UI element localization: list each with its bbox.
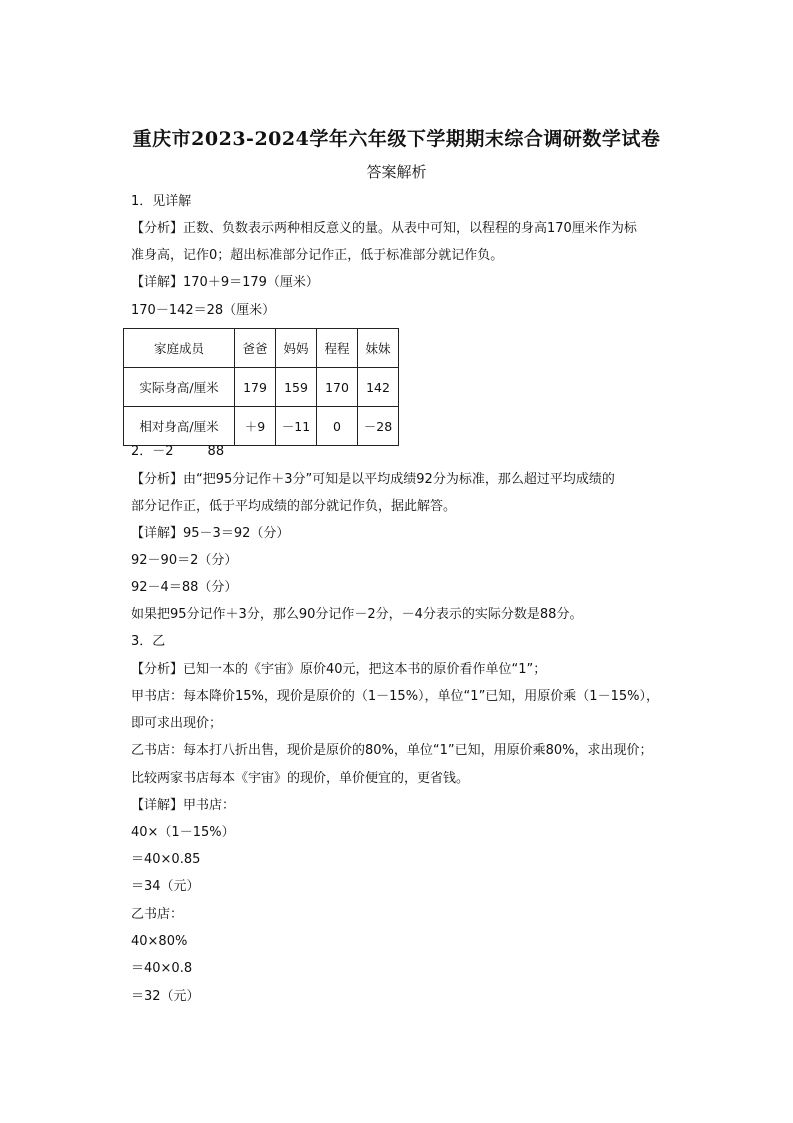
q2-detail-line: 92－90＝2（分） [131, 553, 238, 568]
q2-answer-a: 2．－2 [131, 444, 174, 459]
q2-detail-line: 92－4＝88（分） [131, 580, 238, 595]
table-cell: 爸爸 [235, 329, 276, 368]
q2-analysis-line: 部分记作正，低于平均成绩的部分就记作负，据此解答。 [131, 499, 457, 514]
q3-detail-line: ＝40×0.8 [131, 961, 193, 976]
table-cell: 159 [276, 368, 317, 407]
table-cell: 妹妹 [358, 329, 399, 368]
table-cell: 相对身高/厘米 [124, 407, 235, 446]
q3-analysis-line: 即可求出现价； [131, 716, 223, 731]
table-header-row [124, 329, 399, 368]
table-cell: 179 [235, 368, 276, 407]
q3-analysis-line: 【分析】已知一本的《宇宙》原价40元，把这本书的原价看作单位“1”； [131, 662, 547, 677]
table-cell: ＋9 [235, 407, 276, 446]
page-title: 重庆市2023-2024学年六年级下学期期末综合调研数学试卷 [132, 128, 661, 150]
q1-analysis-line: 【分析】正数、负数表示两种相反意义的量。从表中可知，以程程的身高170厘米作为标 [131, 221, 637, 236]
table-cell: 家庭成员 [124, 329, 235, 368]
table-cell: 实际身高/厘米 [124, 368, 235, 407]
table-row [124, 407, 399, 446]
q3-detail-line: 40×（1－15%） [131, 825, 235, 840]
q1-head: 1．见详解 [131, 194, 192, 209]
height-table [123, 328, 399, 446]
table-cell: －28 [358, 407, 399, 446]
q3-detail-line: 40×80% [131, 934, 188, 949]
q3-head: 3．乙 [131, 634, 166, 649]
q2-head [131, 443, 224, 461]
table-cell: 妈妈 [276, 329, 317, 368]
q3-detail-line: ＝34（元） [131, 879, 200, 894]
table-cell: 170 [317, 368, 358, 407]
table-cell: 0 [317, 407, 358, 446]
q2-answer-b: 88 [207, 444, 225, 459]
q3-analysis-line: 乙书店：每本打八折出售，现价是原价的80%，单位“1”已知，用原价乘80%，求出现价； [131, 743, 653, 758]
q1-analysis-line: 准身高，记作0；超出标准部分记作正，低于标准部分就记作负。 [131, 248, 504, 263]
q1-detail-line: 【详解】170＋9＝179（厘米） [131, 275, 319, 290]
table-cell: 程程 [317, 329, 358, 368]
q3-detail-line: ＝32（元） [131, 989, 200, 1004]
q1-detail-line: 170－142＝28（厘米） [131, 303, 276, 318]
q3-analysis-line: 比较两家书店每本《宇宙》的现价，单价便宜的，更省钱。 [131, 771, 470, 786]
table-cell: 142 [358, 368, 399, 407]
q2-detail-line: 如果把95分记作＋3分，那么90分记作－2分，－4分表示的实际分数是88分。 [131, 607, 583, 622]
q3-detail-line: 【详解】甲书店： [131, 798, 236, 813]
q3-analysis-line: 甲书店：每本降价15%，现价是原价的（1－15%），单位“1”已知，用原价乘（1－15%）， [131, 689, 659, 704]
q3-detail-line: 乙书店： [131, 907, 184, 922]
table-cell: －11 [276, 407, 317, 446]
q2-analysis-line: 【分析】由“把95分记作＋3分”可知是以平均成绩92分为标准，那么超过平均成绩的 [131, 472, 615, 487]
q3-detail-line: ＝40×0.85 [131, 852, 201, 867]
table-row [124, 368, 399, 407]
page-subtitle: 答案解析 [366, 163, 427, 181]
q2-detail-line: 【详解】95－3＝92（分） [131, 526, 290, 541]
